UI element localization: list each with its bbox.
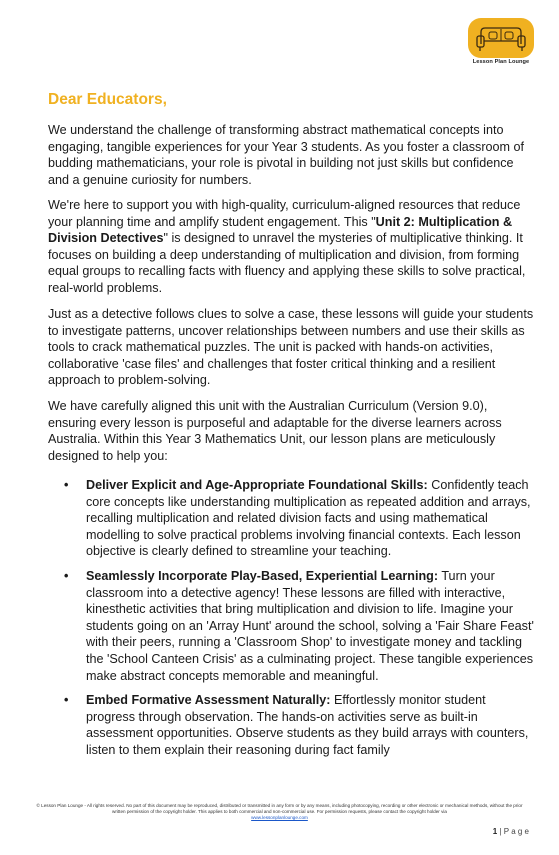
copyright-footer [34, 803, 525, 822]
page-number-separator: | [497, 827, 504, 836]
page-number-label: P a g e [503, 827, 529, 836]
sofa-icon [468, 18, 534, 58]
list-item [62, 692, 534, 758]
unit-paragraph-lead: We're here to support you with high-quality, curriculum-aligned resources that reduce your planning time and amplify student engagement. This " [48, 198, 521, 229]
detective-paragraph: Just as a detective follows clues to solve a case, these lessons will guide your students to investigate patterns, uncover relationships between numbers and use their skills as tools to crack mathematical puzzles. The unit is packed with hands-on activities, collaborative 'case files' and challenges that foster critical thinking and a resilient approach to problem-solving. [48, 307, 534, 388]
curriculum-paragraph: We have carefully aligned this unit with the Australian Curriculum (Version 9.0), ensuring every lesson is purposeful and adaptable for the diverse learners across Australia. Within this Year 3 Mathematics Unit, our lesson plans are meticulously designed to help you: [48, 399, 502, 463]
intro-paragraph: We understand the challenge of transforming abstract mathematical concepts into engaging, tangible experiences for your Year 3 students. As you foster a classroom of budding mathematicians, your role is pivotal in building not just skills but confidence and a genuine curiosity for numbers. [48, 123, 525, 187]
list-item [62, 477, 534, 560]
page-number [493, 827, 529, 836]
copyright-notice: © Lesson Plan Lounge - All rights reserved. No part of this document may be reproduced, distributed or transmitted in any form or by any means, including photocopying, recording or other electronic or mechanical methods, without the prior written permission of the copyright holder. This applies to both commercial and non-commercial use. For permission requests, please contact the copyright holder via [36, 803, 523, 815]
bullet-text: Effortlessly monitor student progress through observation. The hands-on activities serve as built-in assessment opportunities. Observe students as they build arrays with counters, listen to them explain their reasoning during fact family [86, 693, 529, 757]
bullet-title: Deliver Explicit and Age-Appropriate Foundational Skills: [86, 478, 428, 492]
logo-wordmark: Lesson Plan Lounge [472, 59, 530, 65]
lesson-plan-lounge-logo [464, 18, 538, 74]
website-link[interactable]: www.lessonplanlounge.com [251, 815, 308, 821]
unit-title: Unit 2: Multiplication & Division Detectives [48, 214, 513, 246]
unit-paragraph-rest: " is designed to unravel the mysteries of multiplicative thinking. It focuses on building a deep understanding of multiplication and division, from forming equal groups to recalling facts with fluency and applying these skills to solve practical, real-world problems. [48, 231, 526, 295]
greeting-heading: Dear Educators, [48, 91, 167, 108]
benefits-list [62, 477, 534, 767]
unit-paragraph [48, 197, 534, 297]
bullet-marker: • [64, 693, 69, 708]
page-number-value: 1 [492, 827, 498, 836]
bullet-text: Turn your classroom into a detective agency! These lessons are filled with interactive, kinesthetic activities that bring multiplication and division to life. Imagine your students going on an 'Array Hunt' around the school, solving a 'Fair Share Feast' with their peers, running a 'Classroom Shop' to investigate money and tackling the 'School Canteen Crisis' as a culminating project. These tangible experiences make abstract concepts memorable and meaningful. [86, 568, 534, 683]
bullet-title: Embed Formative Assessment Naturally: [86, 693, 331, 708]
bullet-marker: • [64, 478, 69, 492]
list-item [62, 568, 534, 684]
bullet-marker: • [64, 568, 69, 583]
bullet-title: Seamlessly Incorporate Play-Based, Experiential Learning: [86, 568, 439, 583]
bullet-text: Confidently teach core concepts like understanding multiplication as repeated addition and arrays, recalling multiplication and related division facts and using mathematical modelling to solve practical problems involving financial contexts. Each lesson objective is clearly defined to streamline your teaching. [86, 478, 531, 559]
